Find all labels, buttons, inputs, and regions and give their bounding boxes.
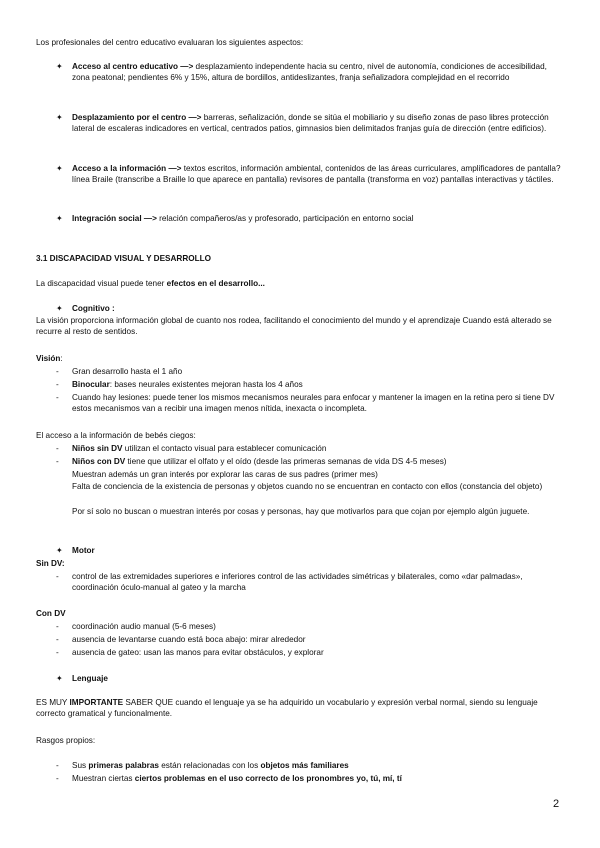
dash-icon: - bbox=[56, 622, 59, 631]
rasgo-item bbox=[72, 760, 564, 771]
dash-icon: - bbox=[56, 774, 59, 783]
aspect-text: relación compañeros/as y profesorado, participación en entorno social bbox=[156, 214, 414, 223]
bebes-item bbox=[72, 443, 564, 454]
rasgos-label: Rasgos propios: bbox=[36, 736, 96, 745]
dash-icon: - bbox=[56, 393, 59, 402]
aspect-title: Acceso a la información —> bbox=[72, 164, 182, 173]
bebes-extra-line: Muestran además un gran interés por explorar las caras de sus padres (primer mes) bbox=[72, 470, 378, 479]
bullet-icon: ✦ bbox=[56, 304, 63, 313]
effects-paragraph bbox=[36, 278, 560, 289]
lenguaje-bold: IMPORTANTE bbox=[69, 698, 124, 707]
con-dv-item: ausencia de levantarse cuando está boca abajo: mirar alrededor bbox=[72, 635, 306, 644]
lenguaje-heading bbox=[72, 673, 564, 684]
vision-label: Visión bbox=[36, 354, 61, 363]
aspect-text: barreras, señalización, donde se sitúa el mobiliario y su diseño zonas de paso libres protección lateral de escaleras indicadores en vertical, centrados patios, gimnasios bien delimitados franjas guía de dirección (entre edificios). bbox=[72, 113, 549, 133]
cognitivo-title: Cognitivo : bbox=[72, 304, 115, 313]
dash-icon: - bbox=[56, 444, 59, 453]
lenguaje-paragraph bbox=[36, 697, 560, 719]
aspect-item bbox=[72, 61, 564, 83]
rasgo-bold: primeras palabras bbox=[88, 761, 159, 770]
bullet-icon: ✦ bbox=[56, 674, 63, 683]
bebes-intro: El acceso a la información de bebés ciegos: bbox=[36, 431, 196, 440]
section-title: 3.1 DISCAPACIDAD VISUAL Y DESARROLLO bbox=[36, 254, 211, 263]
bebes-item-text: tiene que utilizar el olfato y el oído (desde las primeras semanas de vida DS 4-5 meses) bbox=[125, 457, 447, 466]
bebes-extra-line: Falta de conciencia de la existencia de personas y objetos cuando no se encuentran en contacto con ellos (constancia del objeto) bbox=[72, 482, 543, 491]
con-dv-item: coordinación audio manual (5-6 meses) bbox=[72, 622, 216, 631]
dash-icon: - bbox=[56, 648, 59, 657]
aspect-title: Integración social —> bbox=[72, 214, 157, 223]
rasgo-item bbox=[72, 773, 564, 784]
bebes-item-bold: Niños con DV bbox=[72, 457, 126, 466]
aspect-title: Desplazamiento por el centro —> bbox=[72, 113, 202, 122]
bebes-item-text: utilizan el contacto visual para establecer comunicación bbox=[122, 444, 327, 453]
effects-text: La discapacidad visual puede tener bbox=[36, 279, 167, 288]
dash-icon: - bbox=[56, 761, 59, 770]
bullet-icon: ✦ bbox=[56, 113, 63, 122]
aspect-item bbox=[72, 213, 564, 224]
cognitivo-paragraph: La visión proporciona información global de cuanto nos rodea, facilitando el conocimiento del mundo y el aprendizaje Cuando está alterado se recurre al resto de sentidos. bbox=[36, 316, 552, 336]
cognitivo-heading bbox=[72, 303, 564, 314]
dash-icon: - bbox=[56, 457, 59, 466]
dash-icon: - bbox=[56, 367, 59, 376]
vision-item bbox=[72, 392, 564, 414]
sin-dv-item: control de las extremidades superiores e inferiores control de las actividades simétricas y bilaterales, como «dar palmadas», coordinación óculo-manual al gateo y la marcha bbox=[72, 572, 523, 592]
intro-paragraph: Los profesionales del centro educativo evaluaran los siguientes aspectos: bbox=[36, 38, 304, 47]
aspect-item bbox=[72, 163, 564, 185]
sin-dv-label: Sin DV: bbox=[36, 559, 65, 568]
motor-title: Motor bbox=[72, 546, 95, 555]
page-number: 2 bbox=[553, 798, 560, 810]
rasgo-bold: objetos más familiares bbox=[260, 761, 349, 770]
dash-icon: - bbox=[56, 380, 59, 389]
vision-item-text: : bases neurales existentes mejoran hasta los 4 años bbox=[109, 380, 303, 389]
vision-item bbox=[72, 366, 564, 377]
bebes-item-bold: Niños sin DV bbox=[72, 444, 123, 453]
bullet-icon: ✦ bbox=[56, 164, 63, 173]
con-dv-label: Con DV bbox=[36, 609, 66, 618]
rasgo-text: están relacionadas con los bbox=[158, 761, 261, 770]
bebes-item bbox=[72, 456, 564, 467]
vision-item-bold: Binocular bbox=[72, 380, 110, 389]
lenguaje-post: SABER QUE cuando el lenguaje ya se ha adquirido un vocabulario y expresión verbal normal, siendo su lenguaje correcto gramatical y funcionalmente. bbox=[36, 698, 538, 718]
aspect-text: textos escritos, información ambiental, contenidos de las áreas curriculares, amplificadores de pantalla? línea Braile (transcribe a Braille lo que aparece en pantalla) revisores de pantalla (transforma en voz) pantallas interactivas y táctiles. bbox=[72, 164, 561, 184]
aspect-item bbox=[72, 112, 564, 134]
vision-item-text: Gran desarrollo hasta el 1 año bbox=[72, 367, 183, 376]
effects-bold: efectos en el desarrollo... bbox=[166, 279, 265, 288]
vision-item-text: Cuando hay lesiones: puede tener los mismos mecanismos neurales para enfocar y mantener la imagen en la retina pero si tiene DV estos mecanismos van a recibir una imagen menos nítida, inexacta o incompleta. bbox=[72, 393, 555, 413]
bullet-icon: ✦ bbox=[56, 546, 63, 555]
rasgo-text: Muestran ciertas bbox=[72, 774, 135, 783]
aspect-title: Acceso al centro educativo —> bbox=[72, 62, 194, 71]
dash-icon: - bbox=[56, 572, 59, 581]
con-dv-item: ausencia de gateo: usan las manos para evitar obstáculos, y explorar bbox=[72, 648, 324, 657]
bebes-extra-line: Por sí solo no buscan o muestran interés por cosas y personas, hay que motivarlos para que cojan por ejemplo algún juguete. bbox=[72, 507, 530, 516]
bullet-icon: ✦ bbox=[56, 62, 63, 71]
dash-icon: - bbox=[56, 635, 59, 644]
vision-item bbox=[72, 379, 564, 390]
motor-heading bbox=[72, 545, 564, 556]
vision-colon: : bbox=[60, 354, 63, 363]
vision-heading bbox=[36, 353, 63, 364]
bullet-icon: ✦ bbox=[56, 214, 63, 223]
lenguaje-pre: ES MUY bbox=[36, 698, 70, 707]
rasgo-bold: ciertos problemas en el uso correcto de los pronombres yo, tú, mí, tí bbox=[134, 774, 402, 783]
aspect-text: desplazamiento independente hacia su centro, nivel de autonomía, condiciones de accesibilidad, zona peatonal; pendientes 6% y 15%, altura de bordillos, antideslizantes, franja señalizadora complejidad en el recorrido bbox=[72, 62, 547, 82]
rasgo-text: Sus bbox=[72, 761, 89, 770]
lenguaje-title: Lenguaje bbox=[72, 674, 108, 683]
